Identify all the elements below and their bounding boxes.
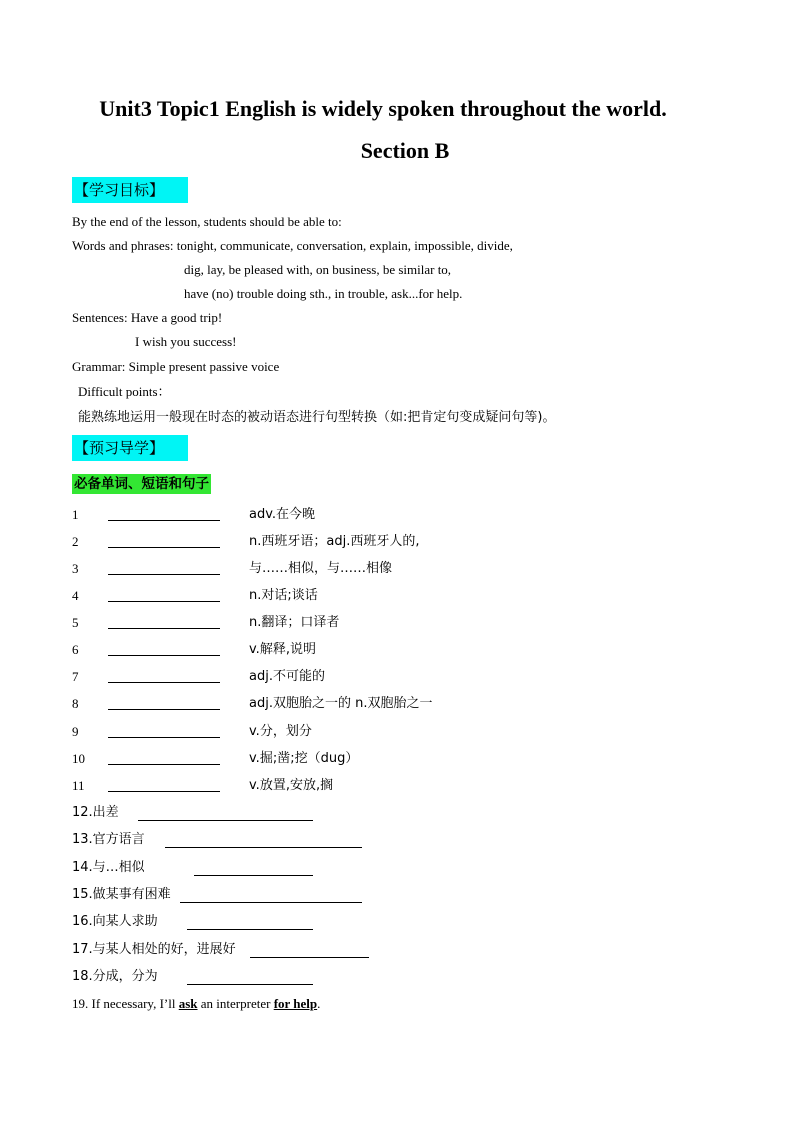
sentences-line-1: [72, 310, 222, 326]
vocab-number: 4: [72, 588, 79, 603]
sentences-label: Sentences:: [72, 310, 131, 325]
answer-blank[interactable]: [108, 737, 220, 738]
answer-blank[interactable]: [194, 875, 313, 876]
phrase-label: 15.做某事有困难: [72, 887, 171, 902]
vocab-number: 3: [72, 561, 79, 576]
words-line-1: [72, 238, 513, 254]
difficult-points-label: Difficult points：: [78, 384, 171, 399]
sentence-19: [72, 996, 320, 1012]
vocab-number: 5: [72, 615, 79, 630]
phrase-label: 14.与…相似: [72, 860, 145, 875]
vocab-number: 2: [72, 534, 79, 549]
phrase-label: 16.向某人求助: [72, 914, 158, 929]
vocab-number: 1: [72, 507, 79, 522]
vocab-number: 10: [72, 751, 85, 766]
answer-blank[interactable]: [108, 655, 220, 656]
vocab-meaning: adj.双胞胎之一的 n.双胞胎之一: [249, 696, 433, 711]
answer-blank[interactable]: [250, 957, 369, 958]
answer-blank[interactable]: [108, 601, 220, 602]
answer-blank[interactable]: [108, 547, 220, 548]
words-label: Words and phrases:: [72, 238, 177, 253]
vocab-number: 7: [72, 669, 79, 684]
objectives-intro: By the end of the lesson, students should be able to:: [72, 214, 342, 229]
words-list-3: have (no) trouble doing sth., in trouble, ask...for help.: [184, 286, 463, 301]
sentence-19-prefix: 19. If necessary, I’ll: [72, 996, 179, 1011]
vocab-meaning: v.放置,安放,搁: [249, 778, 334, 793]
grammar-line: Grammar: Simple present passive voice: [72, 359, 280, 374]
vocab-meaning: adv.在今晚: [249, 507, 316, 522]
phrase-label: 18.分成，分为: [72, 969, 158, 984]
answer-blank[interactable]: [187, 929, 313, 930]
answer-blank[interactable]: [180, 902, 362, 903]
words-list-2: dig, lay, be pleased with, on business, be similar to,: [184, 262, 452, 277]
answer-blank[interactable]: [108, 764, 220, 765]
vocab-meaning: v.解释,说明: [249, 642, 316, 657]
vocab-number: 11: [72, 778, 85, 793]
difficult-points-text: 能熟练地运用一般现在时态的被动语态进行句型转换（如:把肯定句变成疑问句等)。: [78, 410, 556, 425]
sentence-1: Have a good trip!: [130, 310, 223, 325]
vocab-meaning: n.翻译；口译者: [249, 615, 340, 630]
page-title: Unit3 Topic1 English is widely spoken throughout the world.: [99, 96, 667, 121]
sentence-19-mid: an interpreter: [197, 996, 274, 1011]
answer-blank[interactable]: [108, 574, 220, 575]
vocab-number: 9: [72, 724, 79, 739]
answer-blank[interactable]: [108, 682, 220, 683]
vocab-meaning: v.分，划分: [249, 724, 312, 739]
answer-blank[interactable]: [165, 847, 362, 848]
answer-blank[interactable]: [108, 791, 220, 792]
answer-blank[interactable]: [108, 709, 220, 710]
preview-heading: 【预习导学】: [72, 435, 188, 461]
sentence-2: I wish you success!: [135, 334, 237, 349]
vocab-number: 6: [72, 642, 79, 657]
vocab-number: 8: [72, 696, 79, 711]
vocab-meaning: v.掘;凿;挖（dug）: [249, 751, 359, 766]
phrase-label: 13.官方语言: [72, 832, 145, 847]
vocab-meaning: n.西班牙语；adj.西班牙人的,: [249, 534, 420, 549]
vocab-meaning: 与……相似，与……相像: [249, 561, 393, 576]
vocab-subheading: 必备单词、短语和句子: [74, 476, 209, 492]
answer-blank[interactable]: [108, 628, 220, 629]
answer-blank[interactable]: [187, 984, 313, 985]
answer-blank[interactable]: [108, 520, 220, 521]
objectives-heading: 【学习目标】: [72, 177, 188, 203]
vocab-meaning: adj.不可能的: [249, 669, 325, 684]
sentence-19-suffix: .: [317, 996, 321, 1011]
words-list-1: tonight, communicate, conversation, explain, impossible, divide,: [176, 238, 513, 253]
phrase-label: 12.出差: [72, 805, 119, 820]
section-title: Section B: [360, 138, 450, 163]
phrase-label: 17.与某人相处的好，进展好: [72, 942, 236, 957]
vocab-meaning: n.对话;谈话: [249, 588, 318, 603]
keyword-for-help: for help: [273, 996, 318, 1011]
answer-blank[interactable]: [138, 820, 313, 821]
keyword-ask: ask: [178, 996, 198, 1011]
